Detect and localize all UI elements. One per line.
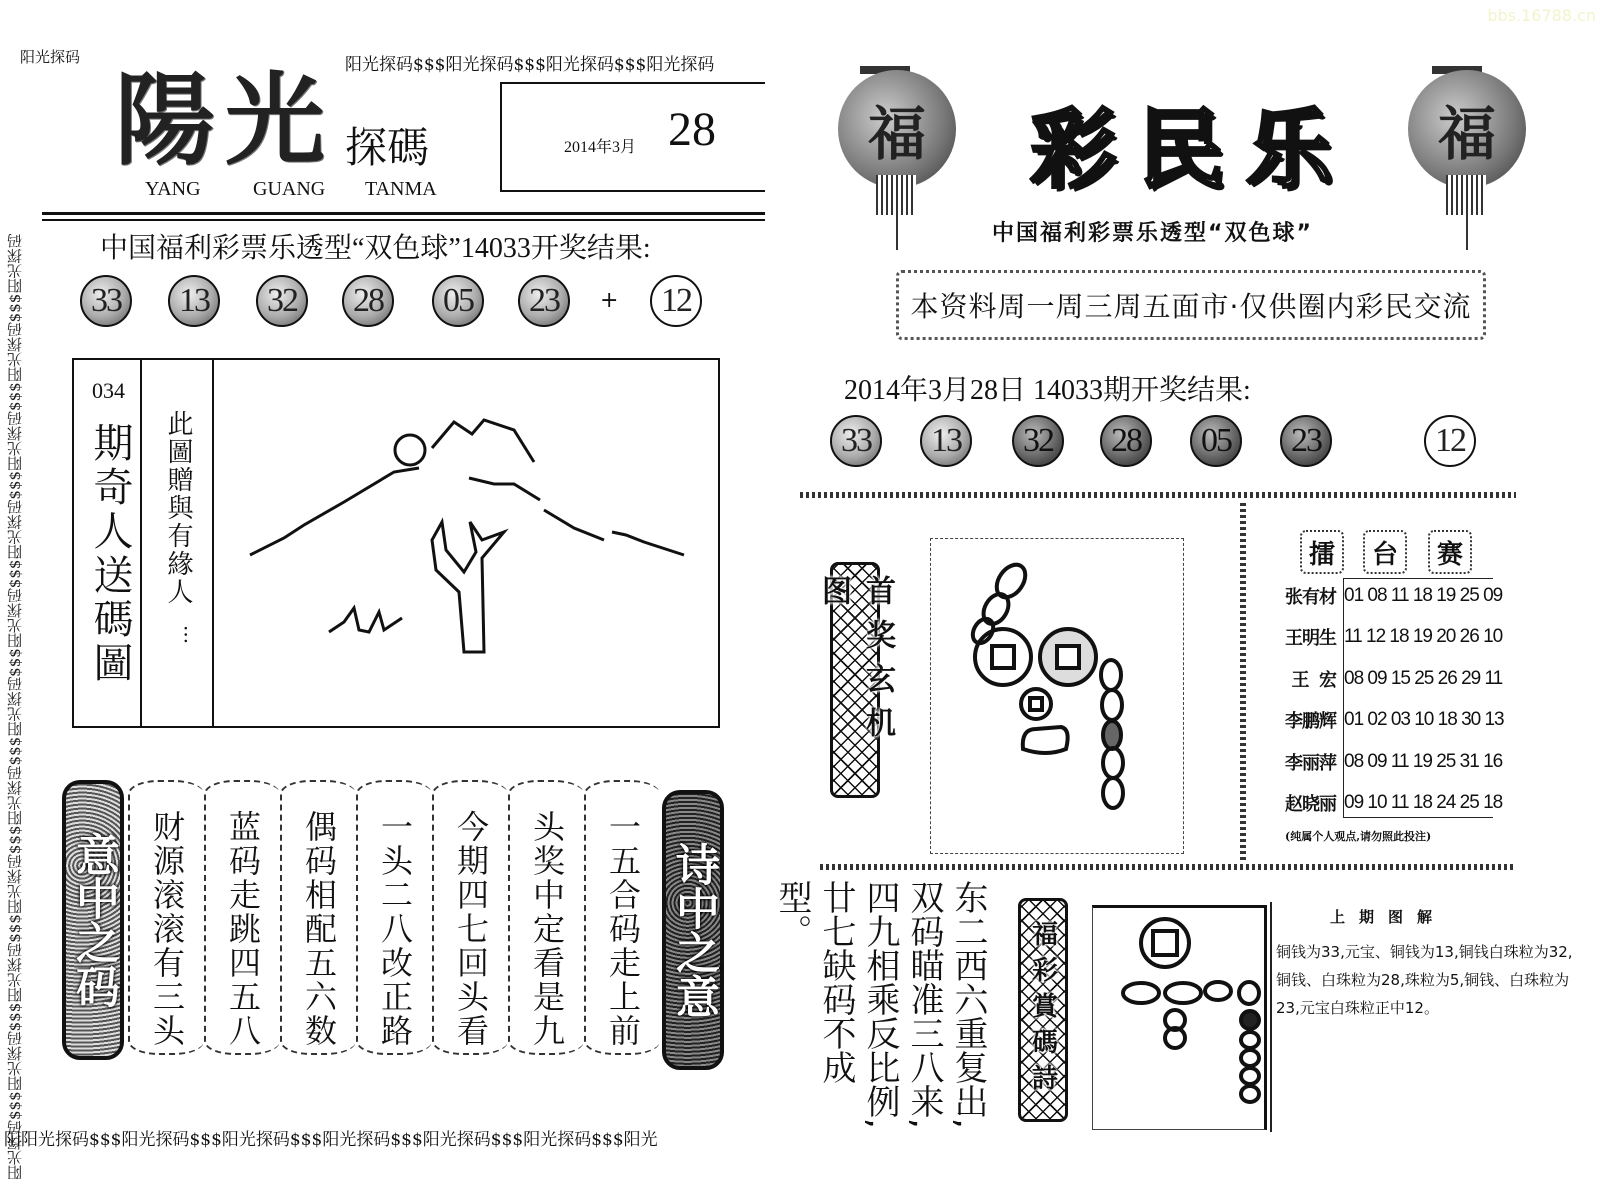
last-puzzle-frame <box>1092 905 1267 1130</box>
predicted-numbers: 01 02 03 10 18 30 13 <box>1344 709 1504 731</box>
brand-caiminle: 彩民乐 <box>1030 99 1354 200</box>
poem-tag <box>1018 898 1068 1122</box>
last-coins-illustration <box>1093 908 1268 1133</box>
poem-line-6: 蓝码走跳四五八 <box>204 780 280 1055</box>
bottom-border-strip: 阳阳光探码$$$阳光探码$$$阳光探码$$$阳光探码$$$阳光探码$$$阳光探码$$$阳光 <box>4 1130 658 1150</box>
last-solution-title: 上期图解 <box>1330 908 1447 926</box>
predicted-numbers: 11 12 18 19 20 26 10 <box>1344 626 1503 648</box>
leitai-title-char-1: 擂 <box>1300 530 1344 574</box>
subtitle: 中国福利彩票乐透型“双色球” <box>992 221 1313 246</box>
red-ball-5: 05 <box>1190 415 1242 467</box>
prediction-row <box>1280 575 1503 617</box>
coins-beads-illustration <box>931 539 1185 855</box>
lantern-right-icon <box>1408 70 1526 188</box>
predictor-name: 赵晓丽 <box>1285 794 1336 816</box>
red-ball-5: 05 <box>432 275 484 327</box>
mountain-tree-illustration <box>214 360 720 726</box>
issue-number: 034 <box>92 378 125 403</box>
pinyin-tanma: TANMA <box>365 178 437 200</box>
lantern-char: 福 <box>1437 100 1496 168</box>
predictor-name: 李丽萍 <box>1285 752 1336 774</box>
poem-tag-text: 福彩賞碼詩 <box>1027 920 1058 1100</box>
logo-yangguang: 陽光 <box>115 61 335 179</box>
lantern-left-tassel <box>876 175 916 215</box>
picture-title: 期奇人送碼圖 <box>87 422 133 686</box>
prediction-row <box>1280 700 1504 742</box>
tag-shizhongzhiyi <box>662 790 724 1070</box>
pinyin-yang: YANG <box>145 178 201 200</box>
zigzag-divider-middle <box>820 864 1516 870</box>
notice-box: 本资料周一周三周五面市·仅供圈内彩民交流 <box>896 270 1486 340</box>
left-page-yangguang <box>0 0 765 1200</box>
tag-text: 诗中之意 <box>668 842 719 1018</box>
picture-gift-column <box>142 360 214 726</box>
predicted-numbers: 08 09 15 25 26 29 11 <box>1344 667 1503 689</box>
double-rule <box>42 212 765 221</box>
poem-line-1: 东二西六重复出, <box>948 880 988 1129</box>
result-heading: 中国福利彩票乐透型“双色球”14033开奖结果: <box>100 233 651 264</box>
puzzle-tag-text: 首奖玄机图 <box>816 575 895 751</box>
leitai-title-char-3: 赛 <box>1428 530 1472 574</box>
lantern-char: 福 <box>867 100 926 168</box>
poem-line-3: 四九相乘反比例, <box>860 880 900 1129</box>
disclaimer: (纯属个人观点,请勿照此投注) <box>1285 830 1432 843</box>
prediction-table <box>1280 575 1504 824</box>
predictor-name: 王 宏 <box>1291 669 1336 691</box>
lantern-right-tassel <box>1446 175 1486 215</box>
prediction-row <box>1280 617 1503 659</box>
red-ball-1: 33 <box>80 275 132 327</box>
predictor-name: 张有材 <box>1285 586 1336 608</box>
red-ball-4: 28 <box>1100 415 1152 467</box>
last-solution-text: 铜钱为33,元宝、铜钱为13,铜钱白珠粒为32,铜钱、白珠粒为28,珠粒为5,铜钱、白珠粒为23,元宝白珠粒正中12。 <box>1276 943 1573 1017</box>
prediction-row <box>1280 783 1503 825</box>
result-heading: 2014年3月28日 14033期开奖结果: <box>844 375 1251 406</box>
blue-ball: 12 <box>1424 415 1476 467</box>
logo-tanma: 探碼 <box>345 123 430 172</box>
picture-panel <box>72 358 720 728</box>
red-ball-2: 13 <box>168 275 220 327</box>
picture-title-column <box>74 360 142 726</box>
poem-line-4: 廿七缺码不成型。 <box>772 880 856 1084</box>
poem-line-3: 今期四七回头看 <box>432 780 508 1055</box>
prediction-row <box>1280 741 1503 783</box>
predicted-numbers: 09 10 11 18 24 25 18 <box>1344 792 1503 814</box>
corner-label: 阳光探码 <box>20 48 81 66</box>
puzzle-tag <box>816 562 895 798</box>
watermark: bbs.16788.cn <box>1487 6 1596 25</box>
red-ball-6: 23 <box>518 275 570 327</box>
lantern-left-string <box>896 210 898 250</box>
poem-columns <box>140 780 660 1055</box>
gift-text: 此圖贈與有緣人 <box>163 410 193 606</box>
predicted-numbers: 08 09 11 19 25 31 16 <box>1344 750 1503 772</box>
date-box <box>500 82 765 192</box>
lantern-right-string <box>1466 210 1468 250</box>
puzzle-picture-frame <box>930 538 1184 854</box>
predictor-name: 王明生 <box>1285 628 1336 650</box>
ellipsis-dots: ··· <box>174 625 198 645</box>
poem-line-2: 双码瞄准三八来, <box>904 880 944 1129</box>
side-border-strip: 阳光探码$$$阳光探码$$$阳光探码$$$阳光探码$$$阳光探码$$$阳光探码$$$阳光探码$$$阳光探码$$$阳光探码$$$阳光探码$$$阳光探码 <box>6 233 24 1180</box>
date-day: 28 <box>668 103 716 156</box>
zigzag-divider-top <box>800 492 1516 498</box>
lantern-left-icon <box>838 70 956 188</box>
solution-divider <box>1270 902 1272 1132</box>
poem-line-4: 一头二八改正路 <box>356 780 432 1055</box>
poem-line-7: 财源滚滚有三头 <box>128 780 204 1055</box>
red-ball-3: 32 <box>256 275 308 327</box>
red-ball-4: 28 <box>342 275 394 327</box>
leitai-title-char-2: 台 <box>1363 530 1407 574</box>
red-ball-1: 33 <box>830 415 882 467</box>
poem-line-2: 头奖中定看是九 <box>508 780 584 1055</box>
right-poem <box>772 880 990 1130</box>
blue-ball: 12 <box>650 275 702 327</box>
pinyin-guang: GUANG <box>253 178 326 200</box>
prediction-row <box>1280 658 1503 700</box>
red-ball-3: 32 <box>1012 415 1064 467</box>
tag-text: 意中之码 <box>68 832 119 1008</box>
poem-panel <box>62 770 742 1065</box>
right-page-caiminle <box>772 0 1600 1200</box>
date-month: 2014年3月 <box>564 139 637 156</box>
red-ball-2: 13 <box>920 415 972 467</box>
poem-line-5: 偶码相配五六数 <box>280 780 356 1055</box>
poem-line-1: 一五合码走上前 <box>584 780 660 1055</box>
red-ball-6: 23 <box>1280 415 1332 467</box>
zigzag-divider-vertical <box>1240 500 1246 860</box>
predictor-name: 李鹏辉 <box>1285 711 1336 733</box>
top-border-strip: 阳光探码$$$阳光探码$$$阳光探码$$$阳光探码 <box>345 55 715 75</box>
tag-yizhongzhima <box>62 780 124 1060</box>
predicted-numbers: 01 08 11 18 19 25 09 <box>1344 584 1503 606</box>
plus-sign: + <box>600 288 619 313</box>
